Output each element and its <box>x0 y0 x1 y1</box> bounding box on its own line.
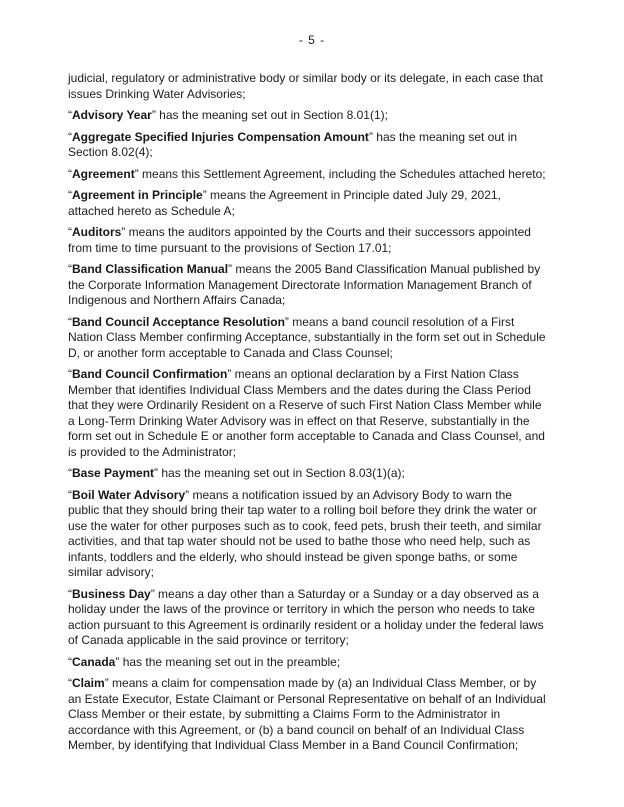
defined-term: Boil Water Advisory <box>72 487 186 502</box>
definition-paragraph: “Boil Water Advisory” means a notification issued by an Advisory Body to warn the public that they should bring their tap water to a rolling boil before they drink the water or use the water for other purposes such as to cook, feed pets, brush their teeth, and similar activities, and that tap water should not be used to bathe those who need help, such as infants, toddlers and the elderly, who should instead be given sponge baths, or some similar advisory; <box>68 487 542 579</box>
defined-term: Band Classification Manual <box>72 262 229 276</box>
definition-paragraph: judicial, regulatory or administrative body or similar body or its delegate, in each case that issues Drinking Water Advisories; <box>68 71 543 101</box>
defined-term: Band Council Acceptance Resolution <box>72 314 285 329</box>
definition-paragraph: “Band Council Acceptance Resolution” means a band council resolution of a First Nation Class Member confirming Acceptance, substantially in the form set out in Schedule D, or another form acceptable to Canada and Class Counsel; <box>68 314 546 360</box>
page-number: - 5 - <box>298 33 326 47</box>
defined-term: Business Day <box>72 586 151 601</box>
definition-paragraph: “Band Classification Manual” means the 2005 Band Classification Manual published by the Corporate Information Management Directorate Information Management Branch of Indigenous and Northern Affairs Canada; <box>68 262 541 307</box>
definition-paragraph: “Advisory Year” has the meaning set out in Section 8.01(1); <box>68 108 388 122</box>
definition-paragraph: “Claim” means a claim for compensation made by (a) an Individual Class Member, or by an Estate Executor, Estate Claimant or Personal Representative on behalf of an Individual Class Member or their estate, by submitting a Claims Form to the Administrator in accordance with this Agreement, or (b) a band council on behalf of an Individual Class Member, by identifying that Individual Class Member in a Band Council Confirmation; <box>68 676 546 752</box>
definition-paragraph: “Band Council Confirmation” means an optional declaration by a First Nation Class Member that identifies Individual Class Members and the dates during the Class Period that they were Ordinarily Resident on a Reserve of such First Nation Class Member while a Long-Term Drinking Water Advisory was in effect on that Reserve, substantially in the form set out in Schedule E or another form acceptable to Canada and Class Counsel, and is provided to the Administrator; <box>68 367 545 459</box>
defined-term: Auditors <box>72 225 122 239</box>
defined-term: Band Council Confirmation <box>72 367 228 381</box>
definition-paragraph: “Base Payment” has the meaning set out in Section 8.03(1)(a); <box>68 466 405 480</box>
definition-paragraph: “Business Day” means a day other than a Saturday or a Sunday or a day observed as a holiday under the laws of the province or territory in which the person who needs to take action pursuant to this Agreement is ordinarily resident or a holiday under the federal laws of Canada applicable in the said province or territory; <box>68 586 544 647</box>
definition-paragraph: “Aggregate Specified Injuries Compensation Amount” has the meaning set out in Section 8.02(4); <box>68 129 518 159</box>
defined-term: Aggregate Specified Injuries Compensation Amount <box>72 129 369 144</box>
defined-term: Agreement <box>72 166 135 181</box>
defined-term: Advisory Year <box>72 108 152 122</box>
definition-paragraph: “Auditors” means the auditors appointed by the Courts and their successors appointed from time to time pursuant to the provisions of Section 17.01; <box>68 225 531 255</box>
document-body <box>68 71 546 754</box>
defined-term: Agreement in Principle <box>72 188 203 202</box>
definition-paragraph: “Agreement” means this Settlement Agreement, including the Schedules attached hereto; <box>68 166 546 181</box>
defined-term: Base Payment <box>72 466 155 480</box>
definition-paragraph: “Agreement in Principle” means the Agreement in Principle dated July 29, 2021, attached hereto as Schedule A; <box>68 188 501 218</box>
defined-term: Claim <box>72 676 105 690</box>
definition-paragraph: “Canada” has the meaning set out in the preamble; <box>68 654 341 669</box>
defined-term: Canada <box>72 654 116 669</box>
